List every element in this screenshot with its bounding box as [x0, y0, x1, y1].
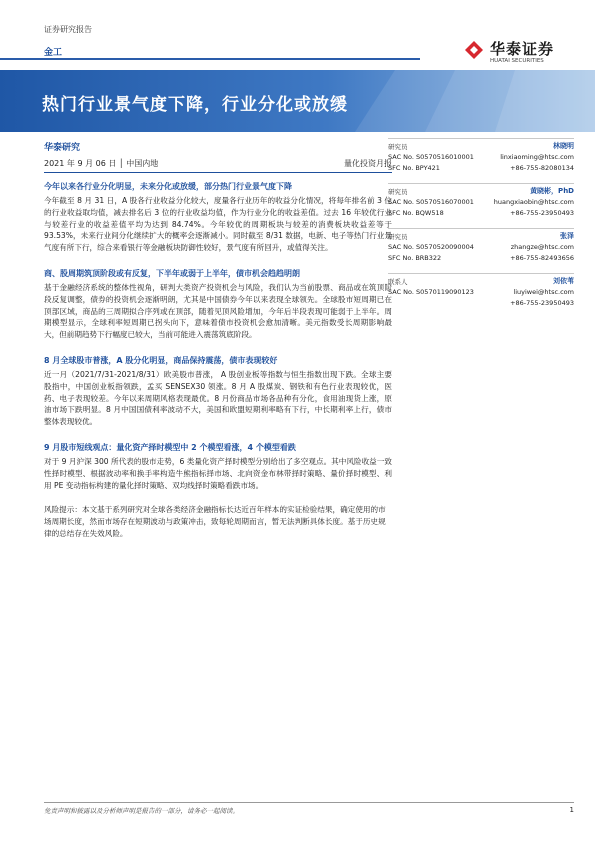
analyst-panel [388, 138, 574, 318]
analyst-role: 研究员 [388, 143, 408, 151]
analyst-name: 林晓明 [553, 142, 574, 150]
section-heading: 9 月股市短线观点：量化资产择时模型中 2 个模型看涨，4 个模型看跌 [44, 442, 296, 452]
section-heading: 8 月全球股市普涨，A 股分化明显，商品保持震荡，债市表现较好 [44, 355, 278, 365]
section-1 [44, 180, 392, 254]
risk-warning: 风险提示：本文基于系列研究对全球各类经济金融指标长达近百年样本的实证检验结果，确定使用的市场周期长度，然而市场存在短期波动与政策冲击，致每轮周期而言，暂无法判断具体长度。基于历史规律的总结存在失效风险。 [44, 505, 386, 538]
logo-mark-icon [462, 38, 486, 62]
analyst-card [388, 138, 574, 183]
analyst-email[interactable]: huangxiaobin@htsc.com [493, 198, 574, 206]
analyst-phone: +86-755-23950493 [510, 299, 574, 307]
page-title: 热门行业景气度下降，行业分化或放缓 [42, 95, 348, 115]
analyst-role: 研究员 [388, 233, 408, 241]
analyst-role: 研究员 [388, 188, 408, 196]
analyst-sac: SAC No. S0570516070001 [388, 198, 474, 206]
date-region: 2021 年 9 月 06 日 │ 中国内地 [44, 159, 159, 168]
section-paragraph: 今年截至 8 月 31 日，A 股各行业收益分化较大，度量各行业历年的收益分化情况，将每年排名前 3 位的行业收益取均值，减去排名后 3 位的行业收益均值，作为行业分化的收益差值。过去 16 年较优行业与较差行业的收益差值平均为达到 84.74%。今年较优的周期板块与较差的消费板块收益差等于 93.53%，未来行业间分化继续扩大的概率会逐渐减小。同时截至 8/31 数据，电新、电子等热门行业景气度有所下行，综合来看银行等金融板块防御性较好，景气度有所回升，或值得关注。 [44, 196, 392, 253]
footer-disclaimer: 免责声明和披露以及分析师声明是报告的一部分，请务必一起阅读。 [44, 807, 239, 815]
analyst-name: 刘依苇 [553, 277, 574, 285]
section-paragraph: 近一月（2021/7/31-2021/8/31）欧美股市普涨， A 股创业板等指数与恒生指数出现下跌。全球主要股指中，中国创业板指领跌，孟买 SENSEX30 领涨。8 月 A 股煤炭、钢铁和有色行业表现较优，医药、电子表现较差。今年以来周期风格表现最优。8 月份商品市场各品种有分化，食用油现货上涨，原油市场下跌明显。8 月中国国债利率波动不大，美国和欧盟短期利率略有下行，中长期利率上行，债市整体表现较优。 [44, 369, 392, 427]
section-3 [44, 354, 392, 428]
company-logo [462, 36, 572, 72]
title-banner [0, 70, 595, 132]
analyst-sfc: SFC No. BRB322 [388, 254, 442, 262]
logo-text-en: HUATAI SECURITIES [490, 58, 544, 64]
header-divider [44, 172, 392, 173]
analyst-card [388, 228, 574, 273]
section-heading: 今年以来各行业分化明显，未来分化或放缓，部分热门行业景气度下降 [44, 182, 292, 191]
sector-label: 金工 [44, 48, 63, 58]
section-paragraph: 对于 9 月沪深 300 所代表的股市走势，6 类量化资产择时模型分别给出了多空观点。其中风险收益一致性择时模型、根据波动率和换手率构造牛熊指标择市场、北向资金布林带择时策略、量价择时模型、利用 PE 变动指标构建的量化择时策略、双均线择时策略看跌市场。 [44, 456, 392, 490]
analyst-email[interactable]: zhangze@htsc.com [510, 243, 574, 251]
report-body [44, 180, 392, 540]
analyst-phone: +86-755-82080134 [510, 164, 574, 172]
analyst-name: 张泽 [560, 232, 574, 240]
analyst-card [388, 273, 574, 318]
analyst-sfc: SFC No. BPY421 [388, 164, 440, 172]
analyst-phone: +86-755-82493656 [510, 254, 574, 262]
footer-divider [44, 802, 574, 803]
analyst-sac: SAC No. S0570119090123 [388, 288, 474, 296]
analyst-sac: SAC No. S0570516010001 [388, 153, 474, 161]
analyst-name: 黄晓彬，PhD [530, 187, 574, 195]
analyst-role: 联系人 [388, 278, 408, 286]
report-category-label: 证券研究报告 [44, 25, 92, 34]
sector-divider [0, 58, 420, 60]
banner-decoration [335, 70, 595, 132]
analyst-sac: SAC No. S0570520090004 [388, 243, 474, 251]
section-4 [44, 441, 392, 491]
analyst-sfc: SFC No. BQW518 [388, 209, 444, 217]
analyst-card [388, 183, 574, 228]
research-label: 华泰研究 [44, 143, 81, 153]
analyst-phone: +86-755-23950493 [510, 209, 574, 217]
analyst-email[interactable]: liuyiwei@htsc.com [513, 288, 574, 296]
logo-text-cn: 华泰证券 [490, 40, 555, 58]
analyst-email[interactable]: linxiaoming@htsc.com [500, 153, 574, 161]
report-type: 量化投资月报 [344, 159, 392, 168]
section-paragraph: 基于金融经济系统的整体性视角，研判大类资产投资机会与风险，我们认为当前股票、商品或在筑顶阶段反复调整，债券的投资机会逐渐明朗，尤其是中国债券今年以来表现全球领先。全球股市短周期已在顶部区域，商品的三周期拟合序列或在顶部，随着见顶风险增加，今年后半段表现可能弱于上半年。周期模型显示，全球利率短周期已拐头向下，意味着债市投资机会愈加清晰。美元指数受长周期影响最大，但前期趋势下行幅度已较大，当前可能进入震荡筑底阶段。 [44, 282, 392, 340]
section-heading: 商、股周期筑顶阶段或有反复，下半年或弱于上半年，债市机会趋趋明朗 [44, 268, 300, 278]
page-number: 1 [569, 806, 574, 814]
section-2 [44, 267, 392, 341]
